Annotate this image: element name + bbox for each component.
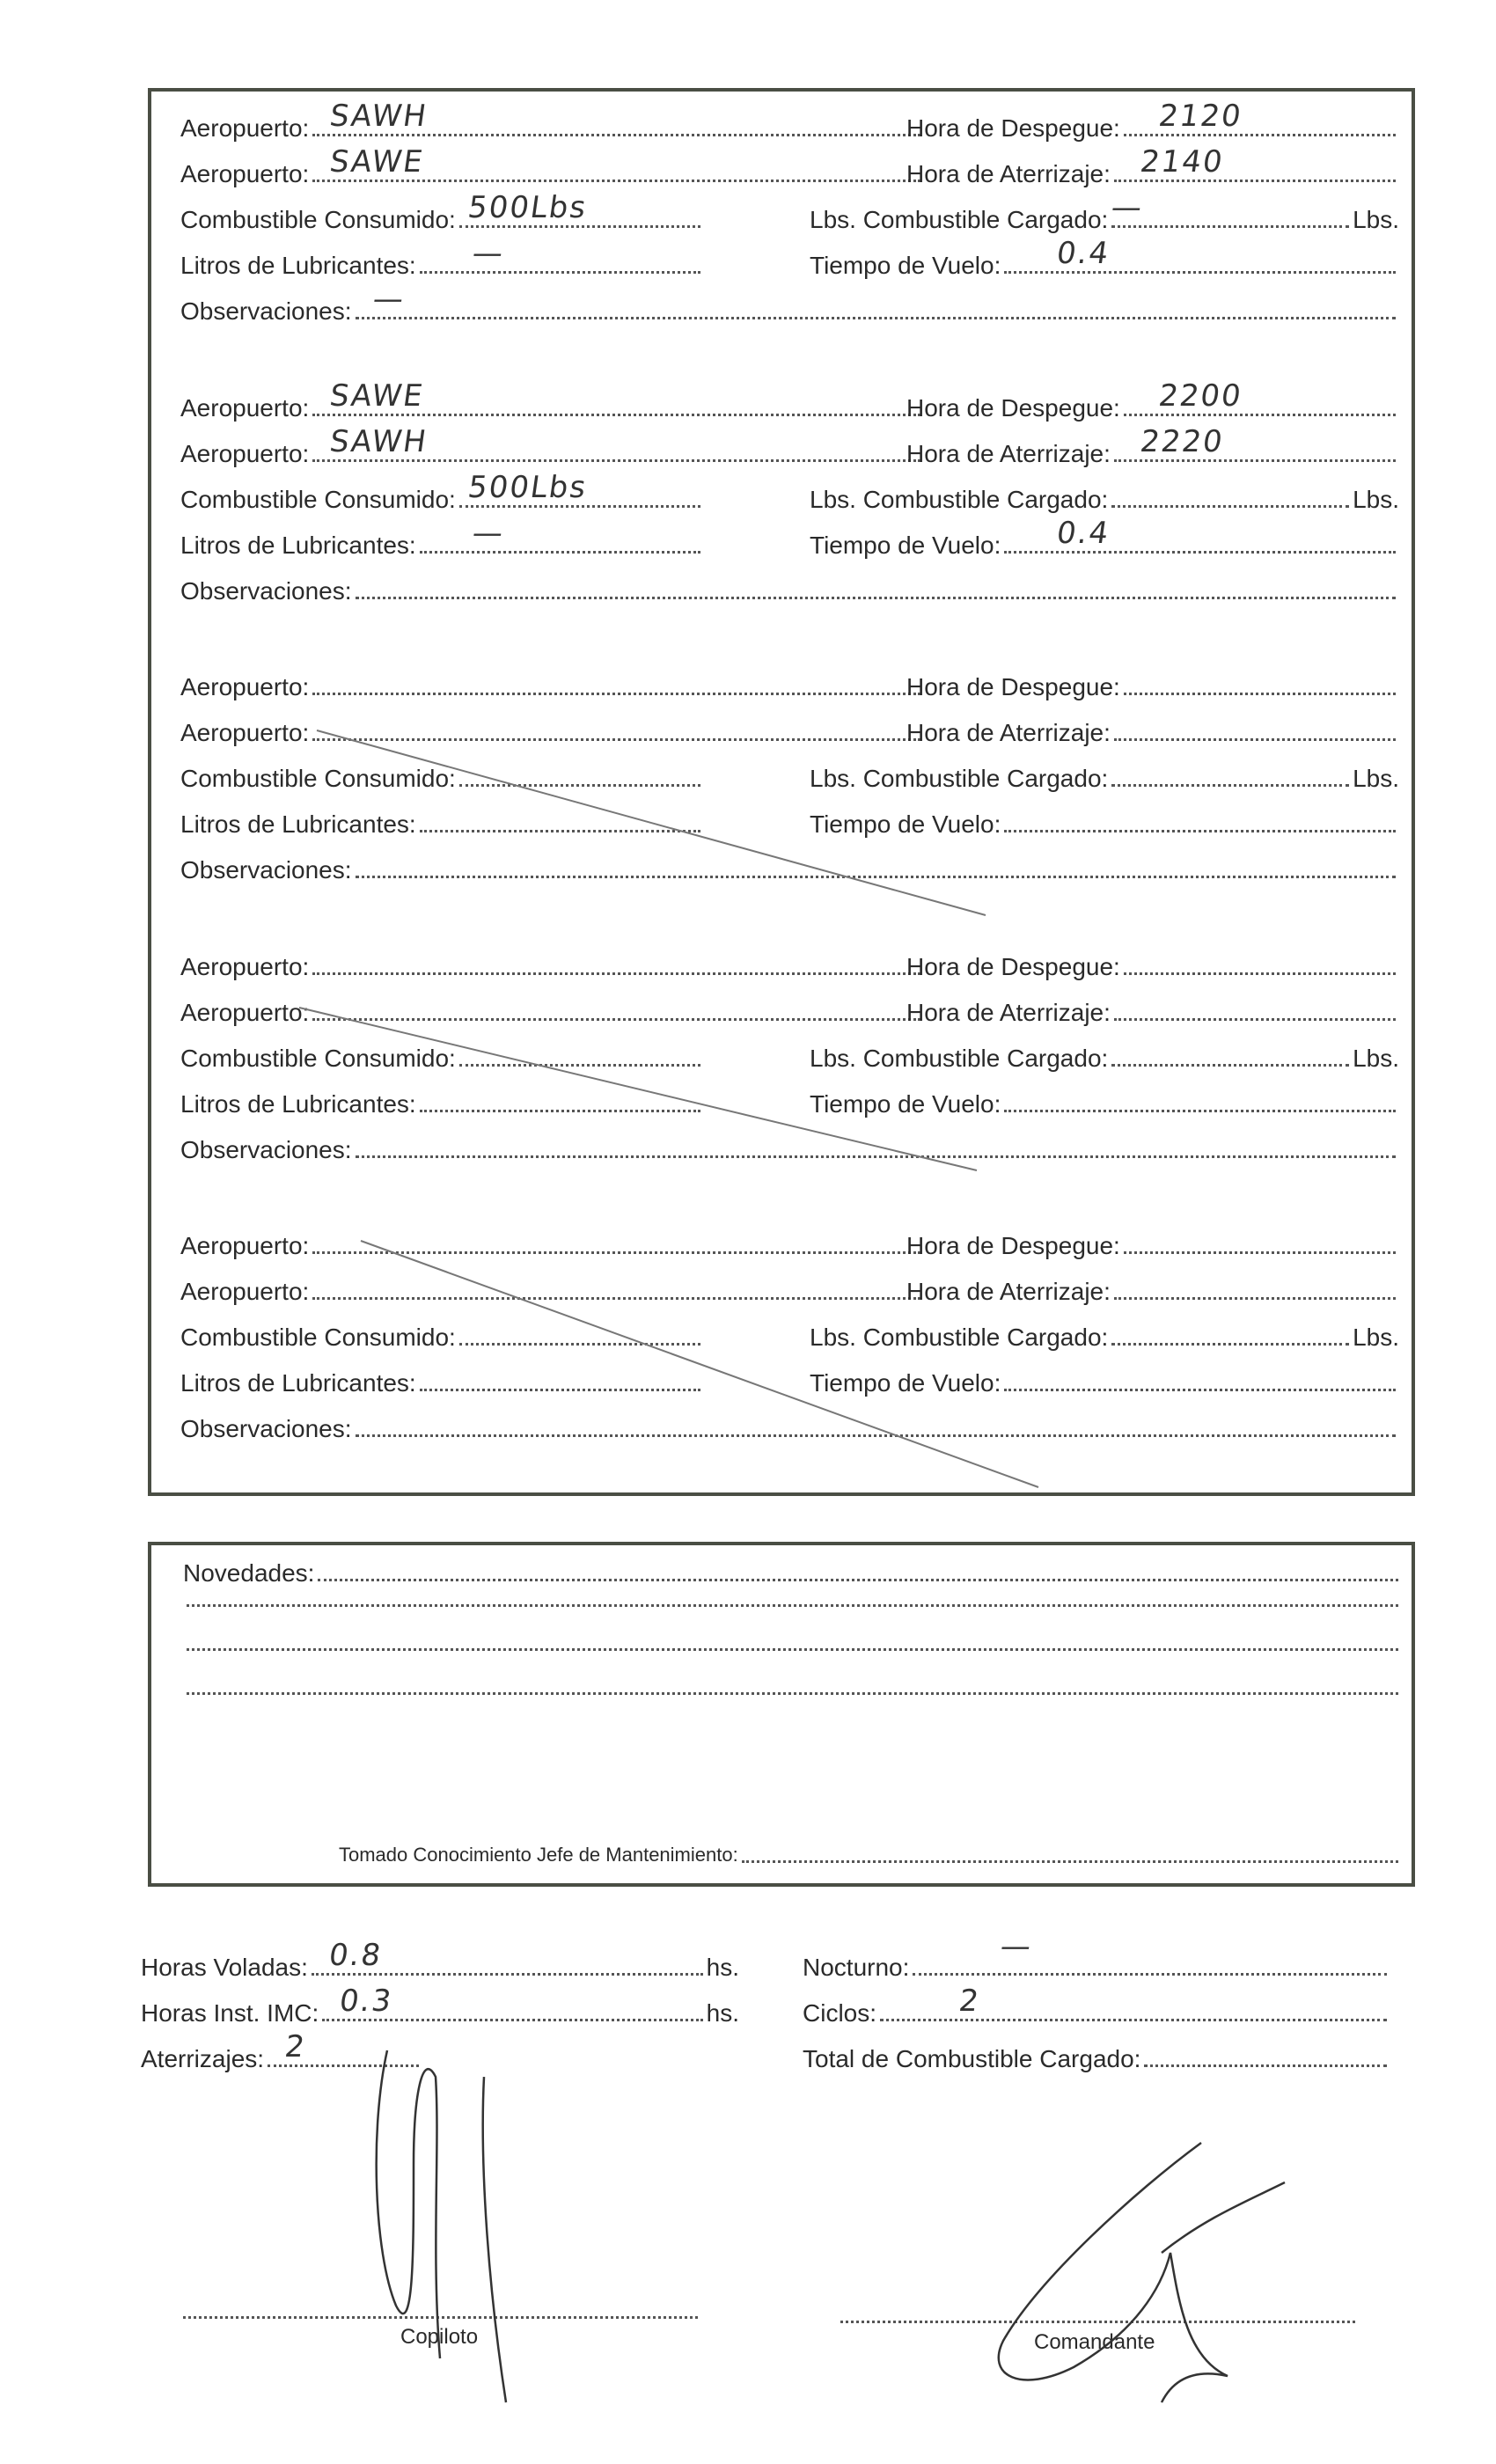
leg-3-aeropuerto-1-label: Aeropuerto: bbox=[180, 673, 310, 700]
leg-4-litros-lubricantes-label: Litros de Lubricantes: bbox=[180, 1090, 416, 1118]
leg-4-cancel-stroke bbox=[299, 1008, 977, 1170]
leg-1-lbs-combustible-cargado-value: — bbox=[1109, 190, 1147, 225]
leg-4-hora-aterrizaje-label: Hora de Aterrizaje: bbox=[906, 999, 1111, 1026]
leg-5-aeropuerto-2-label: Aeropuerto: bbox=[180, 1278, 310, 1305]
leg-2-combustible-consumido-value: 500Lbs bbox=[466, 470, 590, 505]
leg-3-combustible-consumido-label: Combustible Consumido: bbox=[180, 765, 456, 792]
ciclos-label: Ciclos: bbox=[803, 1999, 877, 2027]
copiloto-signature bbox=[377, 2050, 506, 2402]
leg-1-litros-lubricantes-value: — bbox=[469, 236, 507, 271]
copiloto-label: Copiloto bbox=[400, 2325, 479, 2349]
leg-5-cancel-stroke bbox=[361, 1241, 1038, 1487]
leg-3-tiempo-vuelo-label: Tiempo de Vuelo: bbox=[810, 810, 1001, 838]
tomado-conocimiento-label: Tomado Conocimiento Jefe de Mantenimiento: bbox=[339, 1844, 738, 1866]
leg-5-tiempo-vuelo-label: Tiempo de Vuelo: bbox=[810, 1369, 1001, 1397]
leg-1-combustible-consumido-value: 500Lbs bbox=[466, 190, 590, 225]
leg-1-tiempo-vuelo-value: 0.4 bbox=[1054, 236, 1113, 271]
leg-2-hora-despegue-label: Hora de Despegue: bbox=[906, 394, 1120, 422]
leg-1-litros-lubricantes-label: Litros de Lubricantes: bbox=[180, 252, 416, 279]
leg-5-observaciones-label: Observaciones: bbox=[180, 1415, 352, 1442]
leg-2-tiempo-vuelo-label: Tiempo de Vuelo: bbox=[810, 532, 1001, 559]
leg-2-lbs-combustible-cargado-label: Lbs. Combustible Cargado: bbox=[810, 486, 1109, 513]
leg-3-aeropuerto-2-label: Aeropuerto: bbox=[180, 719, 310, 746]
leg-1-aeropuerto-1-value: SAWH bbox=[327, 99, 430, 134]
leg-4-observaciones-label: Observaciones: bbox=[180, 1136, 352, 1163]
leg-1-observaciones-label: Observaciones: bbox=[180, 297, 352, 325]
aterrizajes-value: 2 bbox=[282, 2029, 309, 2064]
leg-3-hora-aterrizaje-label: Hora de Aterrizaje: bbox=[906, 719, 1111, 746]
leg-1-hora-aterrizaje-value: 2140 bbox=[1138, 144, 1227, 180]
horas-inst-imc-unit: hs. bbox=[706, 1999, 739, 2027]
leg-3-lbs-combustible-cargado-unit: Lbs. bbox=[1353, 765, 1399, 792]
leg-5-hora-despegue-label: Hora de Despegue: bbox=[906, 1232, 1120, 1259]
leg-3-cancel-stroke bbox=[317, 730, 986, 915]
leg-2-litros-lubricantes-value: — bbox=[469, 516, 507, 551]
nocturno-value: — bbox=[998, 1929, 1034, 1964]
leg-2-aeropuerto-1-label: Aeropuerto: bbox=[180, 394, 310, 422]
leg-2-aeropuerto-1-value: SAWE bbox=[327, 378, 427, 414]
horas-voladas-value: 0.8 bbox=[326, 1938, 385, 1973]
leg-2-hora-aterrizaje-label: Hora de Aterrizaje: bbox=[906, 440, 1111, 467]
leg-4-combustible-consumido-label: Combustible Consumido: bbox=[180, 1045, 456, 1072]
leg-3-hora-despegue-label: Hora de Despegue: bbox=[906, 673, 1120, 700]
leg-1-tiempo-vuelo-label: Tiempo de Vuelo: bbox=[810, 252, 1001, 279]
novedades-label: Novedades: bbox=[183, 1559, 315, 1587]
leg-2-aeropuerto-2-value: SAWH bbox=[327, 424, 430, 459]
leg-1-lbs-combustible-cargado-label: Lbs. Combustible Cargado: bbox=[810, 206, 1109, 233]
leg-4-hora-despegue-label: Hora de Despegue: bbox=[906, 953, 1120, 980]
horas-inst-imc-label: Horas Inst. IMC: bbox=[141, 1999, 319, 2027]
aterrizajes-label: Aterrizajes: bbox=[141, 2045, 265, 2072]
leg-2-aeropuerto-2-label: Aeropuerto: bbox=[180, 440, 310, 467]
leg-4-tiempo-vuelo-label: Tiempo de Vuelo: bbox=[810, 1090, 1001, 1118]
nocturno-label: Nocturno: bbox=[803, 1954, 910, 1981]
leg-2-observaciones-label: Observaciones: bbox=[180, 577, 352, 605]
leg-2-hora-despegue-value: 2200 bbox=[1156, 378, 1245, 414]
leg-5-combustible-consumido-label: Combustible Consumido: bbox=[180, 1324, 456, 1351]
leg-5-hora-aterrizaje-label: Hora de Aterrizaje: bbox=[906, 1278, 1111, 1305]
comandante-signature bbox=[999, 2143, 1285, 2402]
leg-5-lbs-combustible-cargado-unit: Lbs. bbox=[1353, 1324, 1399, 1351]
leg-1-combustible-consumido-label: Combustible Consumido: bbox=[180, 206, 456, 233]
total-combustible-label: Total de Combustible Cargado: bbox=[803, 2045, 1141, 2072]
comandante-label: Comandante bbox=[1034, 2330, 1155, 2354]
horas-voladas-label: Horas Voladas: bbox=[141, 1954, 308, 1981]
leg-5-aeropuerto-1-label: Aeropuerto: bbox=[180, 1232, 310, 1259]
leg-2-combustible-consumido-label: Combustible Consumido: bbox=[180, 486, 456, 513]
leg-5-litros-lubricantes-label: Litros de Lubricantes: bbox=[180, 1369, 416, 1397]
leg-5-lbs-combustible-cargado-label: Lbs. Combustible Cargado: bbox=[810, 1324, 1109, 1351]
leg-2-litros-lubricantes-label: Litros de Lubricantes: bbox=[180, 532, 416, 559]
leg-3-litros-lubricantes-label: Litros de Lubricantes: bbox=[180, 810, 416, 838]
leg-2-tiempo-vuelo-value: 0.4 bbox=[1054, 516, 1113, 551]
leg-2-hora-aterrizaje-value: 2220 bbox=[1138, 424, 1227, 459]
leg-1-hora-despegue-value: 2120 bbox=[1156, 99, 1245, 134]
leg-4-lbs-combustible-cargado-unit: Lbs. bbox=[1353, 1045, 1399, 1072]
leg-1-hora-aterrizaje-label: Hora de Aterrizaje: bbox=[906, 160, 1111, 187]
leg-2-lbs-combustible-cargado-unit: Lbs. bbox=[1353, 486, 1399, 513]
leg-4-aeropuerto-1-label: Aeropuerto: bbox=[180, 953, 310, 980]
horas-voladas-unit: hs. bbox=[706, 1954, 739, 1981]
leg-1-hora-despegue-label: Hora de Despegue: bbox=[906, 114, 1120, 142]
leg-3-lbs-combustible-cargado-label: Lbs. Combustible Cargado: bbox=[810, 765, 1109, 792]
ciclos-value: 2 bbox=[957, 1984, 983, 2019]
leg-1-aeropuerto-2-label: Aeropuerto: bbox=[180, 160, 310, 187]
leg-4-aeropuerto-2-label: Aeropuerto: bbox=[180, 999, 310, 1026]
leg-3-observaciones-label: Observaciones: bbox=[180, 856, 352, 884]
leg-1-lbs-combustible-cargado-unit: Lbs. bbox=[1353, 206, 1399, 233]
leg-1-observaciones-value: — bbox=[370, 282, 407, 317]
leg-1-aeropuerto-2-value: SAWE bbox=[327, 144, 427, 180]
leg-4-lbs-combustible-cargado-label: Lbs. Combustible Cargado: bbox=[810, 1045, 1109, 1072]
leg-1-aeropuerto-1-label: Aeropuerto: bbox=[180, 114, 310, 142]
horas-inst-imc-value: 0.3 bbox=[337, 1984, 396, 2019]
